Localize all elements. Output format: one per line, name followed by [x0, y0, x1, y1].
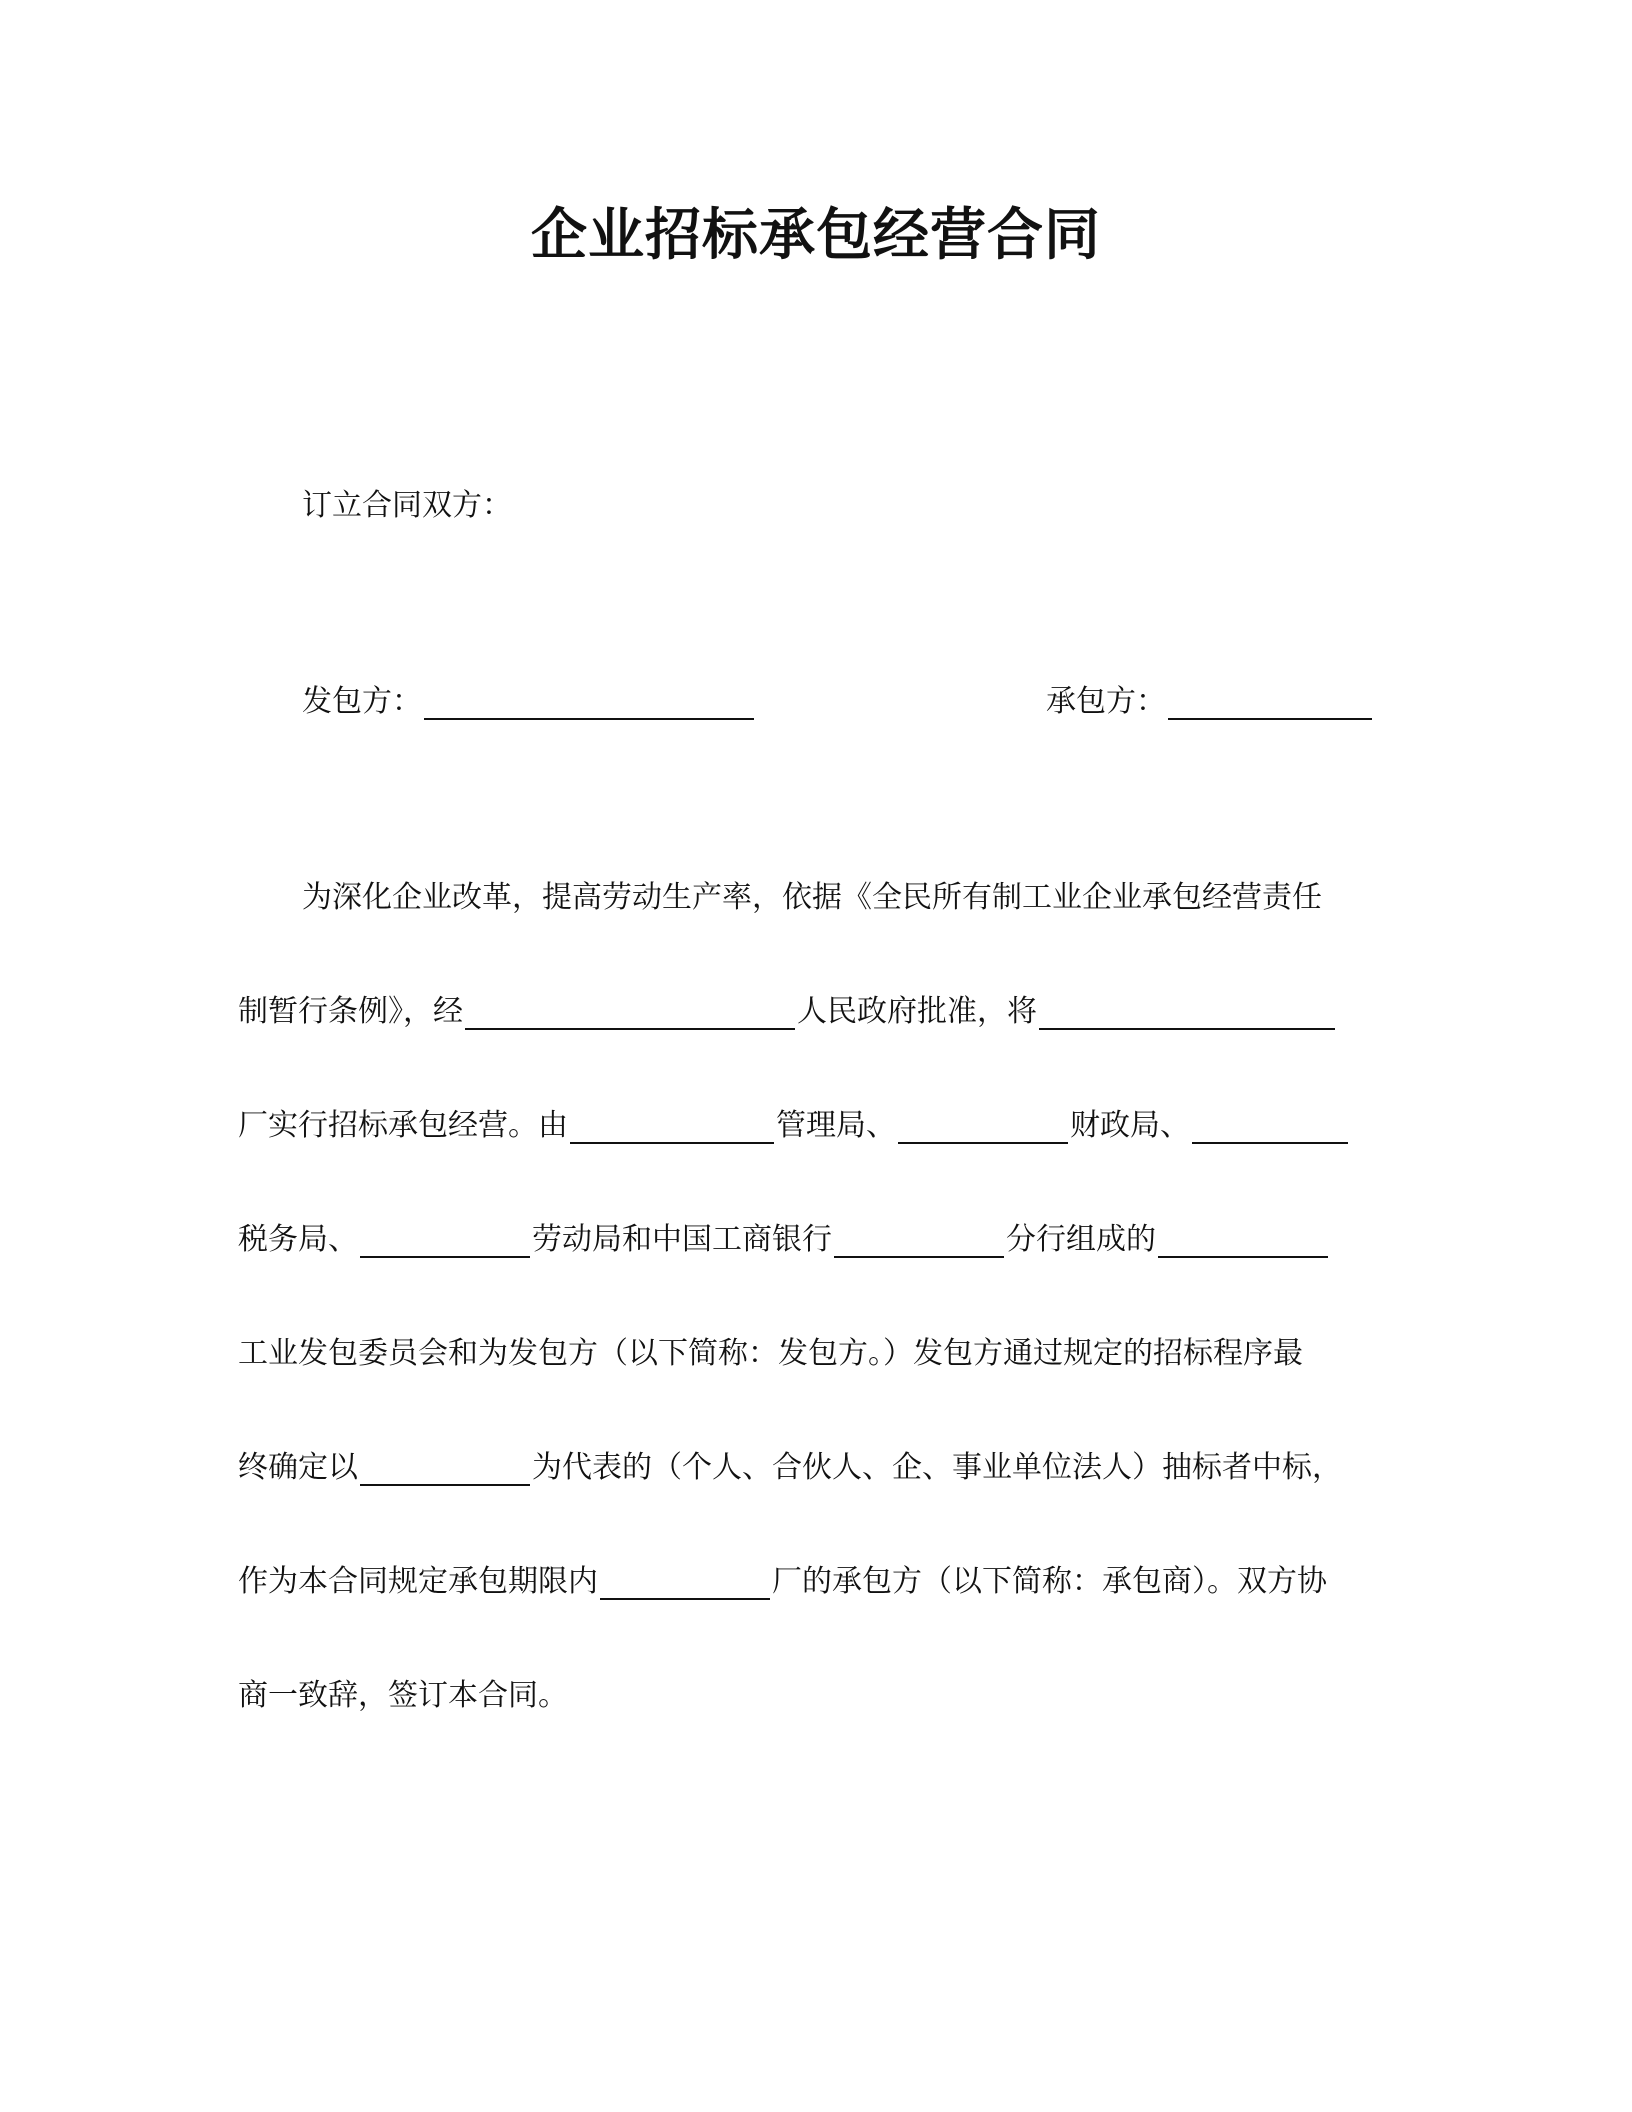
contract-factory-blank[interactable]: [600, 1564, 770, 1600]
factory-blank[interactable]: [1039, 994, 1335, 1030]
parties-heading-text: 订立合同双方：: [302, 488, 512, 523]
document-title: 企业招标承包经营合同: [531, 203, 1101, 268]
government-blank[interactable]: [465, 994, 795, 1030]
body-text: 为深化企业改革，提高劳动生产率，依据《全民所有制工业企业承包经营责任: [302, 880, 1322, 915]
body-line-7: [238, 1554, 1378, 1610]
body-text: 终确定以: [238, 1450, 358, 1485]
body-text: 管理局、: [776, 1108, 896, 1143]
contractor-label: 承包方：: [1046, 684, 1166, 719]
body-text: 厂的承包方（以下简称：承包商）。双方协: [772, 1564, 1327, 1599]
committee-blank[interactable]: [1158, 1222, 1328, 1258]
body-line-3: [238, 1098, 1378, 1154]
body-line-6: [238, 1440, 1378, 1496]
body-line-5: [238, 1326, 1378, 1382]
body-text: 制暂行条例》，经: [238, 994, 463, 1029]
employer-blank[interactable]: [424, 684, 754, 720]
body-text: 厂实行招标承包经营。由: [238, 1108, 568, 1143]
body-text: 财政局、: [1070, 1108, 1190, 1143]
employer-label: 发包方：: [302, 684, 422, 719]
body-text: 劳动局和中国工商银行: [532, 1222, 832, 1257]
representative-blank[interactable]: [360, 1450, 530, 1486]
administration-blank[interactable]: [570, 1108, 774, 1144]
body-line-4: [238, 1212, 1378, 1268]
body-text: 分行组成的: [1006, 1222, 1156, 1257]
contractor-blank[interactable]: [1168, 684, 1372, 720]
body-line-1: [302, 870, 1378, 926]
body-text: 商一致辞，签订本合同。: [238, 1678, 568, 1713]
body-text: 工业发包委员会和为发包方（以下简称：发包方。）发包方通过规定的招标程序最: [238, 1336, 1303, 1371]
contractor-group: [1046, 674, 1374, 730]
finance-bureau-blank[interactable]: [898, 1108, 1068, 1144]
body-line-8: [238, 1668, 1378, 1724]
parties-heading: [302, 478, 1378, 534]
tax-bureau-blank[interactable]: [1192, 1108, 1348, 1144]
bank-branch-blank[interactable]: [834, 1222, 1004, 1258]
labor-bureau-blank[interactable]: [360, 1222, 530, 1258]
body-text: 作为本合同规定承包期限内: [238, 1564, 598, 1599]
body-text: 为代表的（个人、合伙人、企、事业单位法人）抽标者中标，: [532, 1450, 1342, 1485]
body-line-2: [238, 984, 1378, 1040]
body-text: 税务局、: [238, 1222, 358, 1257]
parties-line: [302, 674, 1378, 730]
body-text: 人民政府批准，将: [797, 994, 1037, 1029]
